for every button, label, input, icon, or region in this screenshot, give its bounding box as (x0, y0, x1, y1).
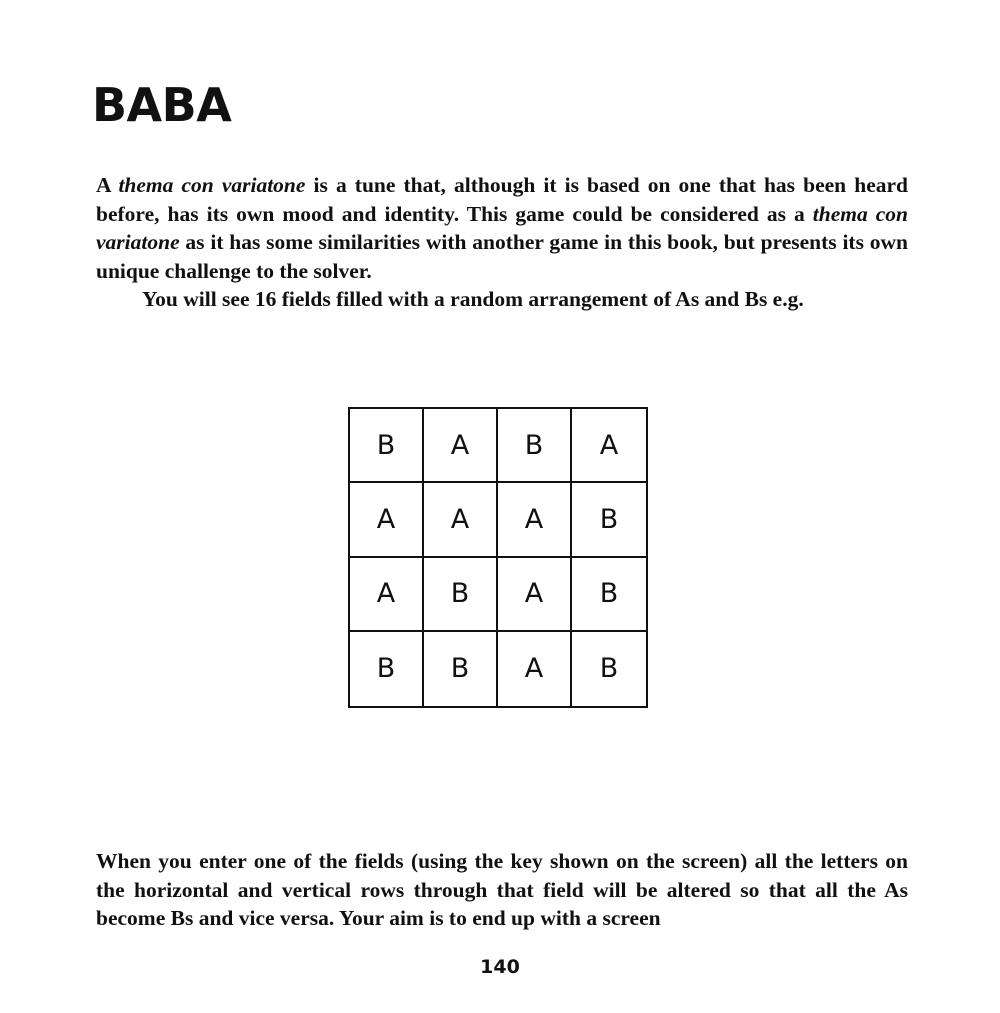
grid-cell: B (424, 632, 498, 706)
example-intro-paragraph: You will see 16 fields filled with a random arrangement of As and Bs e.g. (142, 287, 804, 311)
grid-cell: B (599, 653, 619, 685)
grid-cell: B (498, 409, 572, 483)
example-letter-grid (348, 407, 648, 708)
grid-cell: A (498, 483, 572, 557)
page-number: 140 (480, 956, 520, 978)
grid-cell: A (424, 483, 498, 557)
grid-cell: A (350, 483, 424, 557)
grid-cell: B (424, 558, 498, 632)
grid-cell: B (350, 632, 424, 706)
grid-cell: B (572, 483, 646, 557)
intro-emphasis-1: thema con variatone (118, 173, 306, 197)
grid-cell: A (572, 409, 646, 483)
grid-cell: A (350, 558, 424, 632)
intro-text-2: is a tune that, although it is based on one that has been heard before, has its own mood and identity. This game could be considered as a (96, 173, 908, 226)
grid-cell: B (572, 558, 646, 632)
grid-cell: A (498, 558, 572, 632)
intro-text-3: as it has some similarities with another game in this book, but presents its own unique challenge to the solver. (96, 230, 908, 283)
grid-cell: A (424, 409, 498, 483)
rules-paragraph: When you enter one of the fields (using the key shown on the screen) all the letters on the horizontal and vertical rows through that field will be altered so that all the As become Bs and vice versa. Your aim is to end up with a screen (96, 849, 908, 930)
grid-cell: A (498, 632, 572, 706)
grid-cell: B (350, 409, 424, 483)
intro-emphasis-2: thema con variatone (96, 201, 908, 254)
intro-paragraph (96, 171, 908, 285)
page-title: BABA (92, 78, 232, 132)
intro-text-1: A (96, 173, 119, 197)
